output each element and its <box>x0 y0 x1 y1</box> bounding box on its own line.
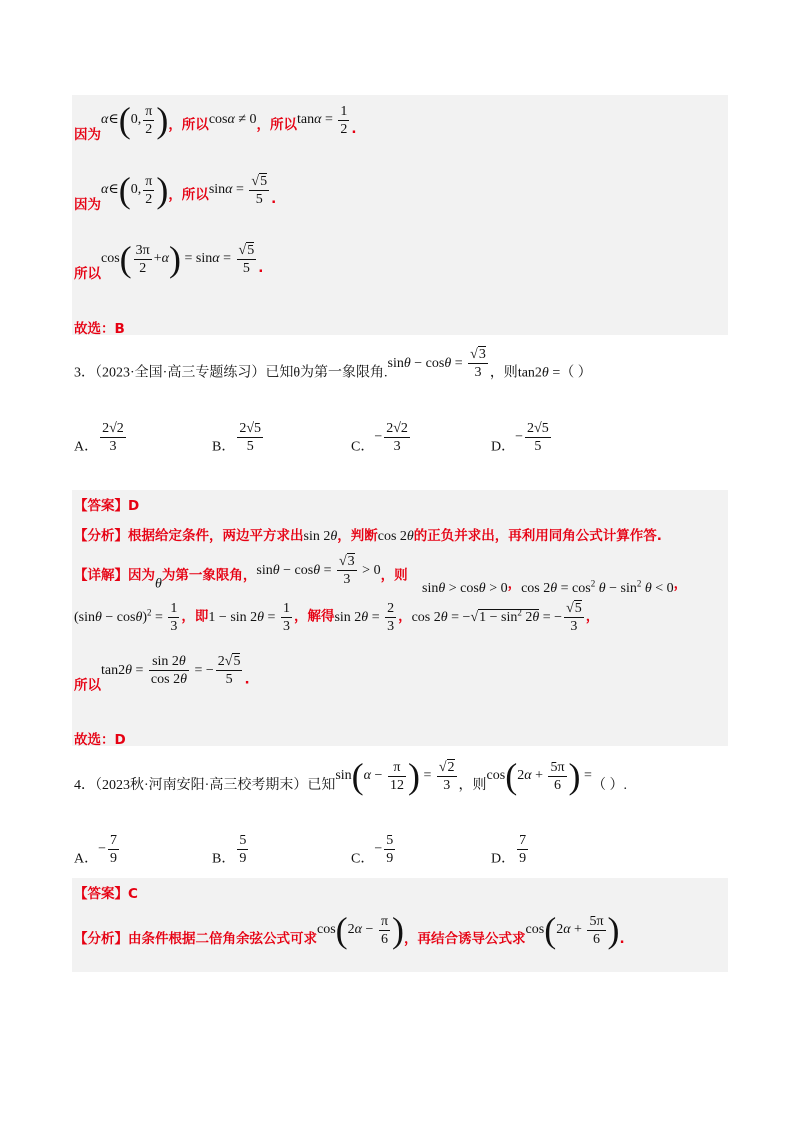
cos2theta-negative-formula: $\cos 2\theta = \cos^2 \theta - \sin^2 \theta < 0$ <box>521 578 674 596</box>
q3-target-formula: tan2θ = <box>517 365 561 381</box>
sol3-detail-line2: $(\sin\theta - \cos\theta)^2$ = $\frac{1}{3}$ ，即1 − sin 2θ = $\frac{1}{3}$ ，解得sin 2θ = $\frac{2}{3}$ ，$\cos 2\theta = -√1 - \sin^2 2\theta$ = − $\frac{√5}{3}$ ， <box>74 601 600 634</box>
alpha-interval-formula-2: α∈(0, $\frac{\pi}{2}$ ) <box>101 170 169 210</box>
q3-stem: 3．（2023·全国·高三专题练习）已知θ为第一象限角.sinθ − cosθ = $\frac{√3}{3}$ ，则tan2θ =（ ） <box>74 347 592 381</box>
sol3-choice: 故选：D <box>74 732 126 748</box>
sin-gt-cos-formula: sinθ > cosθ > 0 <box>422 581 508 596</box>
condition-positive-formula: sinθ − cosθ = $\frac{√3}{3}$ > 0 <box>256 554 381 587</box>
cos-2alpha-plus-formula: cos(2α + $\frac{5\pi}{6}$ ) <box>525 910 620 950</box>
squared-formula: $(\sin\theta - \cos\theta)^2$ = $\frac{1}{3}$ <box>74 601 178 634</box>
sol3-detail-line3: 所以tan2θ = $\frac{\sin 2\theta}{\cos 2\theta}$ = − $\frac{2√5}{5}$ . <box>74 654 250 694</box>
q4-option-d[interactable]: D． $\frac{7}{9}$ <box>491 833 527 867</box>
sol2-choice: 故选：B <box>74 321 125 337</box>
q3-option-d[interactable]: D．− $\frac{2√5}{5}$ <box>491 421 549 455</box>
q3-option-a[interactable]: A． $\frac{2√2}{3}$ <box>74 421 124 455</box>
sol3-answer: 【答案】D <box>74 498 140 514</box>
sol3-analysis: 【分析】根据给定条件，两边平方求出sin 2θ，判断cos 2θ的正负并求出，再利用同角公式计算作答. <box>74 528 662 544</box>
sol2-line3: 所以cos( $\frac{3\pi}{2}$ +α) = sinα = $\frac{√5}{5}$ . <box>74 239 264 283</box>
sin-alpha-formula: sinα = $\frac{√5}{5}$ <box>208 173 268 207</box>
sol3-detail-line1: 【详解】因为θ为第一象限角，sinθ − cosθ = $\frac{√3}{3}$ > 0，则 <box>74 554 408 592</box>
sol4-answer: 【答案】C <box>74 886 138 902</box>
alpha-interval-formula: α∈(0, $\frac{\pi}{2}$ ) <box>101 100 169 140</box>
q4-stem: 4．（2023秋·河南安阳·高三校考期末）已知sin(α − $\frac{\pi}{12}$ ) = $\frac{√2}{3}$ ，则cos(2α + $\frac{5\pi}{6}$ ) =（ ）. <box>74 756 627 796</box>
cos-not-zero-formula: cosα ≠ 0 <box>208 112 257 128</box>
q4-option-b[interactable]: B． $\frac{5}{9}$ <box>212 833 247 867</box>
q3-option-b[interactable]: B． $\frac{2√5}{5}$ <box>212 421 262 455</box>
sol2-line2: 因为α∈(0, $\frac{\pi}{2}$ )，所以sinα = $\frac{√5}{5}$ . <box>74 170 277 214</box>
theta-symbol: θ <box>155 576 162 592</box>
sol4-analysis: 【分析】由条件根据二倍角余弦公式可求cos(2α − $\frac{\pi}{6}$ )，再结合诱导公式求cos(2α + $\frac{5\pi}{6}$ ). <box>74 910 625 950</box>
cos2theta-formula: cos 2θ <box>377 529 414 544</box>
sol2-line1: 因为α∈(0, $\frac{\pi}{2}$ )，所以cosα ≠ 0，所以tanα = $\frac{1}{2}$ . <box>74 100 357 144</box>
tan2theta-result-formula: tan2θ = $\frac{\sin 2\theta}{\cos 2\theta}$ = − $\frac{2√5}{5}$ <box>101 654 241 687</box>
q4-condition-formula: sin(α − $\frac{\pi}{12}$ ) = $\frac{√2}{3}$ <box>335 756 455 796</box>
q4-option-c[interactable]: C．− $\frac{5}{9}$ <box>351 833 394 867</box>
q4-target-formula: cos(2α + $\frac{5\pi}{6}$ ) = <box>486 756 592 796</box>
sol3-detail-line1b: sinθ > cosθ > 0，$\cos 2\theta = \cos^2 \theta - \sin^2 \theta < 0$， <box>422 576 688 596</box>
cos-identity-formula: cos( $\frac{3\pi}{2}$ +α) = sinα = $\frac{√5}{5}$ <box>101 239 255 279</box>
sin2theta-value-formula: sin 2θ = $\frac{2}{3}$ <box>334 601 395 634</box>
tan-alpha-formula: tanα = $\frac{1}{2}$ <box>297 103 348 137</box>
q3-condition-formula: sinθ − cosθ = $\frac{√3}{3}$ <box>387 347 486 380</box>
q3-option-c[interactable]: C．− $\frac{2√2}{3}$ <box>351 421 408 455</box>
q4-option-a[interactable]: A．− $\frac{7}{9}$ <box>74 833 118 867</box>
cos2theta-value-formula: $\cos 2\theta = -√1 - \sin^2 2\theta$ = − $\frac{√5}{3}$ <box>411 601 582 634</box>
one-minus-sin2theta-formula: 1 − sin 2θ = $\frac{1}{3}$ <box>208 601 290 634</box>
sin2theta-formula: sin 2θ <box>303 529 338 544</box>
cos-2alpha-minus-formula: cos(2α − $\frac{\pi}{6}$ ) <box>317 910 405 950</box>
